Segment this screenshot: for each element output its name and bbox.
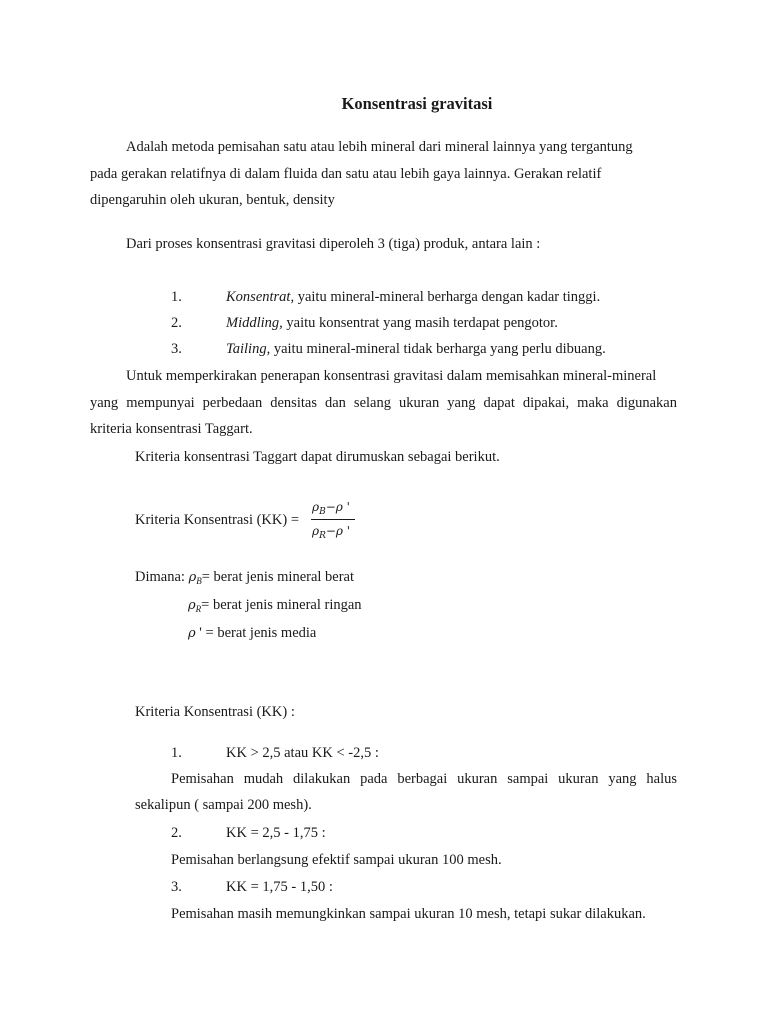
criteria-2-number: 2. bbox=[171, 825, 182, 841]
product-1-term: Konsentrat, bbox=[226, 289, 295, 305]
criteria-3-condition: KK = 1,75 - 1,50 : bbox=[226, 879, 333, 895]
criteria-3-number: 3. bbox=[171, 879, 182, 895]
product-2-desc: yaitu konsentrat yang masih terdapat pengotor. bbox=[282, 315, 558, 331]
taggart-intro: Kriteria konsentrasi Taggart dapat dirumuskan sebagai berikut. bbox=[135, 449, 500, 465]
criteria-1-condition: KK > 2,5 atau KK < -2,5 : bbox=[226, 745, 379, 761]
product-2-item bbox=[226, 316, 558, 331]
product-1-item bbox=[226, 290, 600, 305]
product-1-desc: yaitu mineral-mineral berharga dengan kadar tinggi. bbox=[294, 289, 601, 305]
criteria-1-text-2: sekalipun ( sampai 200 mesh). bbox=[135, 797, 312, 813]
criteria-2-text: Pemisahan berlangsung efektif sampai ukuran 100 mesh. bbox=[171, 852, 502, 868]
criteria-3-text: Pemisahan masih memungkinkan sampai ukuran 10 mesh, tetapi sukar dilakukan. bbox=[171, 906, 646, 922]
formula-fraction-bar bbox=[311, 519, 355, 520]
page-title: Konsentrasi gravitasi bbox=[341, 94, 493, 113]
criteria-1-number: 1. bbox=[171, 745, 182, 761]
intro-line-1: Adalah metoda pemisahan satu atau lebih mineral dari mineral lainnya yang tergantung bbox=[126, 139, 633, 155]
formula-denominator: $\rho_R-\rho$ ' bbox=[312, 524, 351, 541]
product-3-desc: yaitu mineral-mineral tidak berharga yang perlu dibuang. bbox=[270, 341, 606, 357]
where-line-3: ρ ' = berat jenis media bbox=[188, 625, 317, 641]
formula-lhs: Kriteria Konsentrasi (KK) = bbox=[135, 512, 300, 528]
criteria-1-text-1: Pemisahan mudah dilakukan pada berbagai ukuran sampai ukuran yang halus bbox=[171, 771, 677, 787]
formula-numerator: $\rho_B-\rho$ ' bbox=[312, 500, 350, 517]
product-2-term: Middling, bbox=[226, 315, 283, 331]
criteria-title: Kriteria Konsentrasi (KK) : bbox=[135, 704, 295, 720]
where-line-2: $\rho_R=$ berat jenis mineral ringan bbox=[188, 597, 362, 614]
products-intro: Dari proses konsentrasi gravitasi diperoleh 3 (tiga) produk, antara lain : bbox=[126, 236, 541, 252]
criteria-2-condition: KK = 2,5 - 1,75 : bbox=[226, 825, 326, 841]
product-1-number: 1. bbox=[171, 289, 182, 305]
product-3-item bbox=[226, 342, 606, 357]
estimate-line-2: yang mempunyai perbedaan densitas dan selang ukuran yang dapat dipakai, maka digunakan bbox=[90, 395, 677, 411]
product-3-term: Tailing, bbox=[226, 341, 271, 357]
where-line-1: Dimana: $\rho_B=$ berat jenis mineral berat bbox=[135, 569, 355, 586]
intro-line-2: pada gerakan relatifnya di dalam fluida dan satu atau lebih gaya lainnya. Gerakan relatif bbox=[90, 166, 602, 182]
intro-line-3: dipengaruhin oleh ukuran, bentuk, density bbox=[90, 192, 335, 208]
product-2-number: 2. bbox=[171, 315, 182, 331]
estimate-line-3: kriteria konsentrasi Taggart. bbox=[90, 421, 253, 437]
product-3-number: 3. bbox=[171, 341, 182, 357]
estimate-line-1: Untuk memperkirakan penerapan konsentrasi gravitasi dalam memisahkan mineral-mineral bbox=[126, 368, 657, 384]
where-label: Dimana: bbox=[135, 569, 185, 585]
